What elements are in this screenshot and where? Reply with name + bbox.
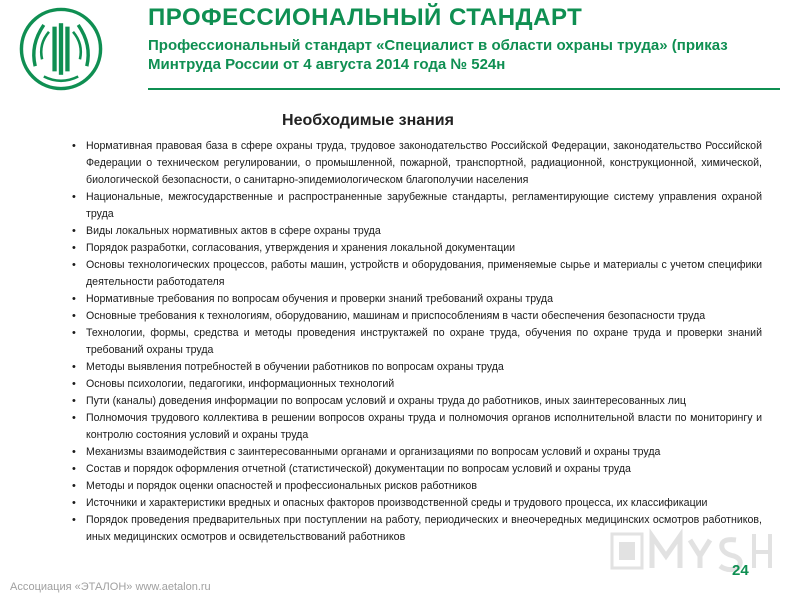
list-item: • Методы выявления потребностей в обучении работников по вопросам охраны труда <box>60 359 762 376</box>
page-title: ПРОФЕССИОНАЛЬНЫЙ СТАНДАРТ <box>148 4 583 31</box>
list-item: • Основы психологии, педагогики, информационных технологий <box>60 376 762 393</box>
page-number: 24 <box>732 562 749 579</box>
list-item: • Порядок проведения предварительных при поступлении на работу, периодических и внеочередных медицинских осмотров работников, иных медицинских осмотров и освидетельствований работников <box>60 512 762 546</box>
list-item: • Нормативные требования по вопросам обучения и проверки знаний требований охраны труда <box>60 291 762 308</box>
page-subtitle: Профессиональный стандарт «Специалист в области охраны труда» (приказ Минтруда России от 4 августа 2014 года № 524н <box>148 37 728 73</box>
list-item: • Механизмы взаимодействия с заинтересованными органами и организациями по вопросам условий и охраны труда <box>60 444 762 461</box>
header-divider <box>148 88 780 90</box>
section-heading: Необходимые знания <box>282 112 454 129</box>
laurel-emblem-icon <box>18 6 104 92</box>
list-item: • Виды локальных нормативных актов в сфере охраны труда <box>60 223 762 240</box>
list-item: • Методы и порядок оценки опасностей и профессиональных рисков работников <box>60 478 762 495</box>
watermark-icon <box>608 526 778 576</box>
list-item: • Основы технологических процессов, работы машин, устройств и оборудования, применяемые сырье и материалы с учетом специфики деятельности работодателя <box>60 257 762 291</box>
footer-organization: Ассоциация «ЭТАЛОН» www.aetalon.ru <box>10 581 211 593</box>
list-item: • Нормативная правовая база в сфере охраны труда, трудовое законодательство Российской Федерации, законодательство Российской Федерации о техническом регулировании, о промышленной, пожарной, транспортной, радиационной, конструкционной, химической, биологической безопасности, о санитарно-эпидемиологическом благополучии населения <box>60 138 762 189</box>
knowledge-list <box>60 138 762 546</box>
list-item: • Состав и порядок оформления отчетной (статистической) документации по вопросам условий и охраны труда <box>60 461 762 478</box>
list-item: • Национальные, межгосударственные и распространенные зарубежные стандарты, регламентирующие систему управления охраной труда <box>60 189 762 223</box>
list-item: • Основные требования к технологиям, оборудованию, машинам и приспособлениям в части обеспечения безопасности труда <box>60 308 762 325</box>
list-item: • Порядок разработки, согласования, утверждения и хранения локальной документации <box>60 240 762 257</box>
list-item: • Источники и характеристики вредных и опасных факторов производственной среды и трудового процесса, их классификации <box>60 495 762 512</box>
list-item: • Полномочия трудового коллектива в решении вопросов охраны труда и полномочия органов исполнительной власти по мониторингу и контролю состояния условий и охраны труда <box>60 410 762 444</box>
list-item: • Технологии, формы, средства и методы проведения инструктажей по охране труда, обучения по охране труда и проверки знаний требований охраны труда <box>60 325 762 359</box>
list-item: • Пути (каналы) доведения информации по вопросам условий и охраны труда до работников, иных заинтересованных лиц <box>60 393 762 410</box>
